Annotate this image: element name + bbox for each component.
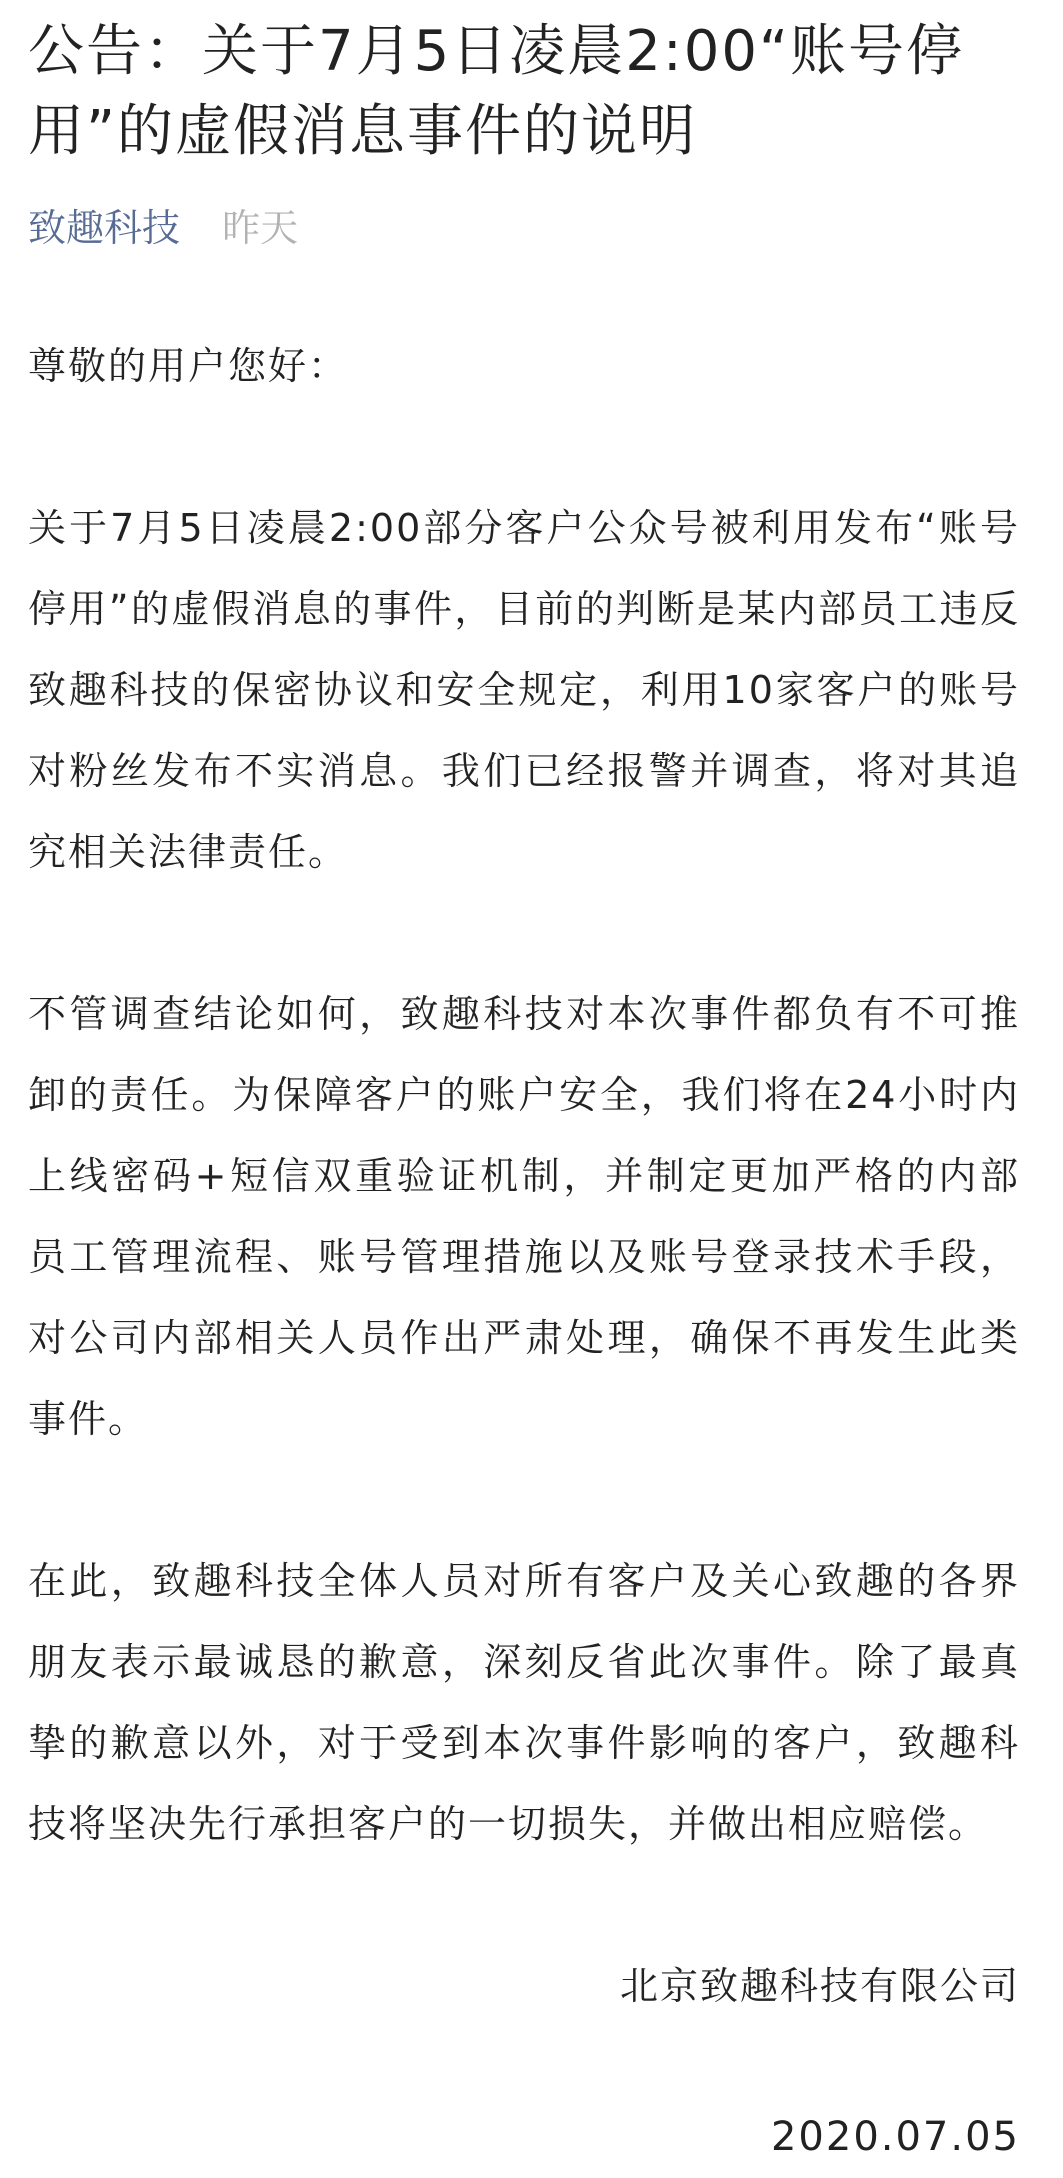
author-link[interactable]: 致趣科技: [28, 206, 181, 250]
paragraph-1: 关于7月5日凌晨2:00部分客户公众号被利用发布“账号停用”的虚假消息的事件，目前的判断是某内部员工违反致趣科技的保密协议和安全规定，利用10家客户的账号对粉丝发布不实消息。我们已经报警并调查，将对其追究相关法律责任。: [28, 506, 1020, 874]
publish-date: 昨天: [222, 206, 299, 250]
article-meta: [28, 200, 1020, 256]
company-signature: 北京致趣科技有限公司: [619, 1964, 1020, 2008]
paragraph-3: 在此，致趣科技全体人员对所有客户及关心致趣的各界朋友表示最诚恳的歉意，深刻反省此次事件。除了最真挚的歉意以外，对于受到本次事件影响的客户，致趣科技将坚决先行承担客户的一切损失，并做出相应赔偿。: [28, 1559, 1020, 1846]
paragraph-2: 不管调查结论如何，致趣科技对本次事件都负有不可推卸的责任。为保障客户的账户安全，我们将在24小时内上线密码+短信双重验证机制，并制定更加严格的内部员工管理流程、账号管理措施以及账号登录技术手段，对公司内部相关人员作出严肃处理，确保不再发生此类事件。: [28, 992, 1020, 1441]
article: [28, 0, 1020, 2178]
signature-date: 2020.07.05: [770, 2114, 1020, 2160]
article-title: 公告：关于7月5日凌晨2:00“账号停用”的虚假消息事件的说明: [28, 19, 965, 164]
article-body: [28, 326, 1020, 2178]
greeting: 尊敬的用户您好：: [28, 344, 349, 388]
